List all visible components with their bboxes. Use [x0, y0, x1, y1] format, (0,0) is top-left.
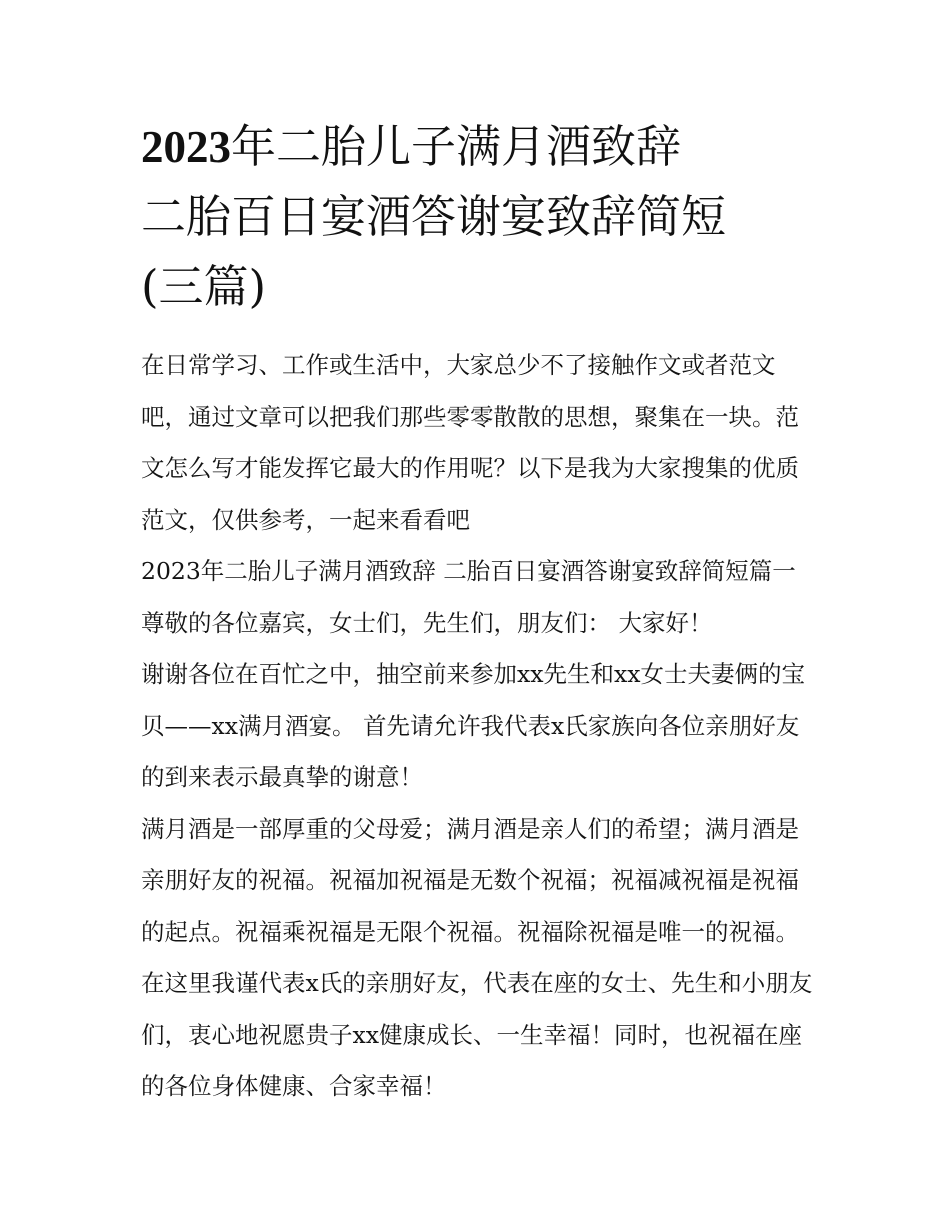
paragraph-thanks: 谢谢各位在百忙之中，抽空前来参加xx先生和xx女士夫妻俩的宝贝——xx满月酒宴。 首先请允许我代表x氏家族向各位亲朋好友的到来表示最真挚的谢意！	[141, 660, 806, 791]
title-line-3: (三篇)	[141, 260, 267, 313]
paragraph-blessing: 满月酒是一部厚重的父母爱；满月酒是亲人们的希望；满月酒是亲朋好友的祝福。祝福加祝福是无数个祝福；祝福减祝福是祝福的起点。祝福乘祝福是无限个祝福。祝福除祝福是唯一的祝福。在这里我谨代表x氏的亲朋好友，代表在座的女士、先生和小朋友们，衷心地祝愿贵子xx健康成长、一生幸福！同时，也祝福在座的各位身体健康、合家幸福！	[141, 814, 813, 1100]
document-title	[141, 112, 813, 322]
title-year: 2023	[141, 122, 231, 172]
title-line-2: 二胎百日宴酒答谢宴致辞简短	[141, 190, 727, 243]
title-line-1: 年二胎儿子满月酒致辞	[231, 120, 682, 173]
paragraph-heading-greeting: 2023年二胎儿子满月酒致辞 二胎百日宴酒答谢宴致辞简短篇一 尊敬的各位嘉宾，女士们，先生们，朋友们： 大家好！	[141, 557, 796, 637]
paragraph-intro: 在日常学习、工作或生活中，大家总少不了接触作文或者范文吧，通过文章可以把我们那些零零散散的思想，聚集在一块。范文怎么写才能发挥它最大的作用呢？以下是我为大家搜集的优质范文，仅供参考，一起来看看吧	[141, 351, 799, 534]
document-page	[141, 112, 813, 1113]
document-body	[141, 340, 813, 1113]
